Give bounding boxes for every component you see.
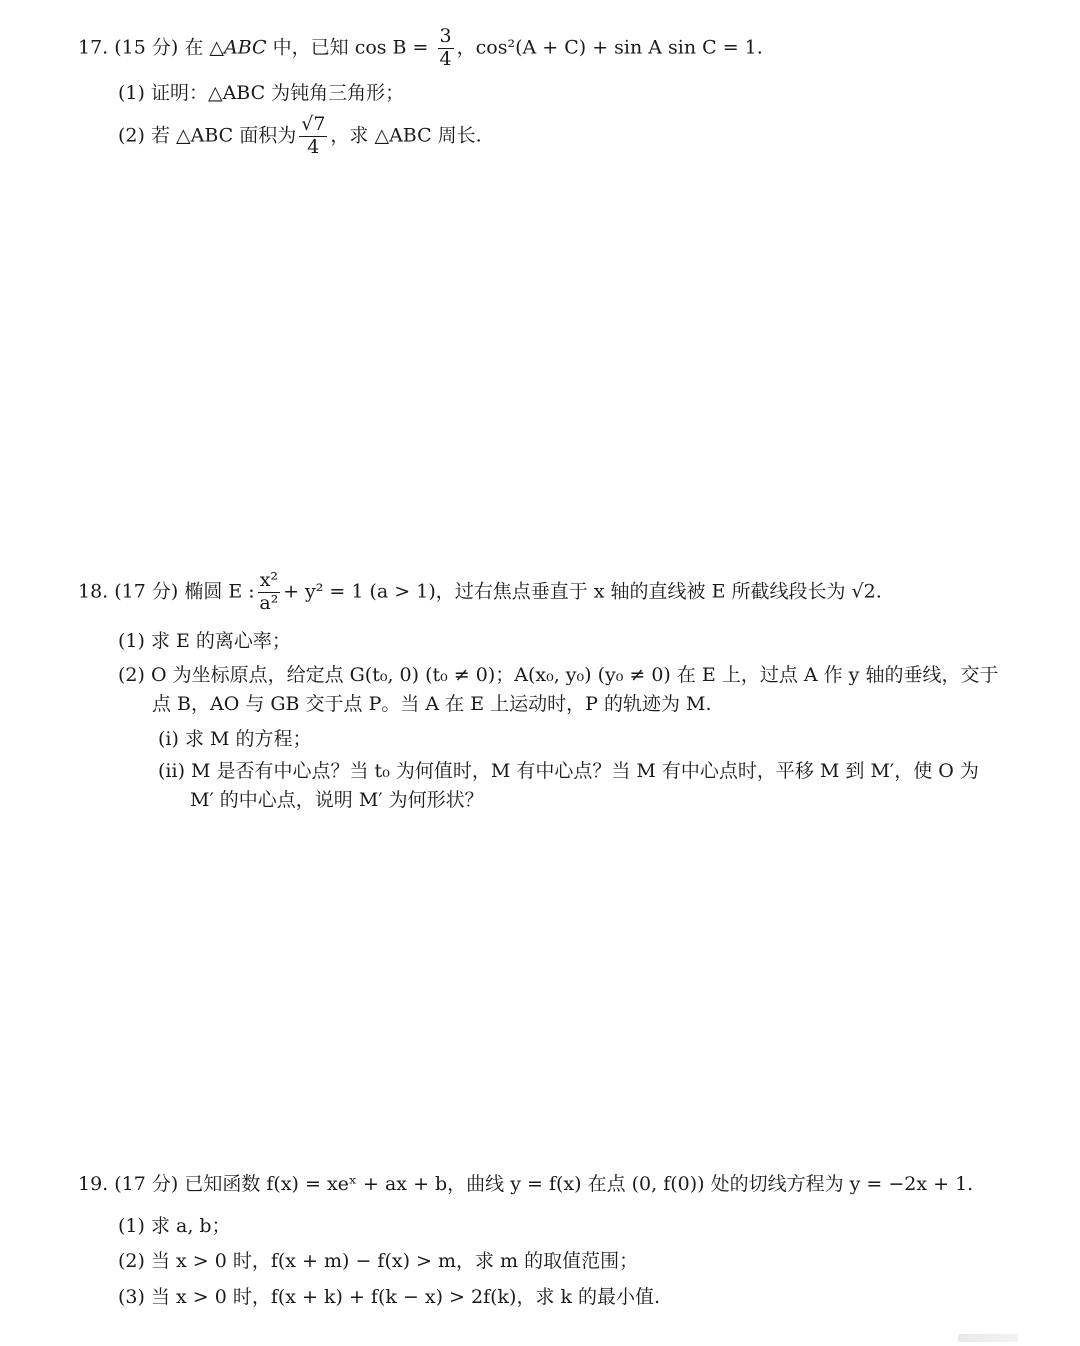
- q18-number: 18.: [78, 580, 109, 603]
- q18-sub-ii-line1: (ii) M 是否有中心点？当 t₀ 为何值时，M 有中心点？当 M 有中心点时，平移 M 到 M′，使 O 为: [158, 760, 979, 782]
- q17-stem: 17. (15 分) 在 △ABC 中，已知 cos B = $\frac{3}{4}$ ，cos²(A + C) + sin A sin C = 1.: [78, 25, 763, 70]
- watermark-mark: [958, 1334, 1018, 1342]
- q18-sub-i: (i) 求 M 的方程；: [158, 728, 312, 750]
- q18-score: (17 分): [114, 580, 179, 603]
- q17-fraction: $\frac{3}{4}$: [439, 25, 452, 70]
- q17-part1: (1) 证明：△ABC 为钝角三角形；: [118, 82, 405, 104]
- q19-part2: (2) 当 x > 0 时，f(x + m) − f(x) > m，求 m 的取值范围；: [118, 1250, 639, 1272]
- q19-number: 19.: [78, 1173, 109, 1195]
- q19-part3: (3) 当 x > 0 时，f(x + k) + f(k − x) > 2f(k)，求 k 的最小值.: [118, 1286, 661, 1308]
- q17-score: (15 分): [114, 36, 179, 59]
- q19-score: (17 分): [114, 1173, 179, 1195]
- q17-part2: (2) 若 △ABC 面积为 $\frac{√7}{4}$ ，求 △ABC 周长.: [118, 113, 482, 158]
- q19-stem: 19. (17 分) 已知函数 f(x) = xeˣ + ax + b，曲线 y = f(x) 在点 (0, f(0)) 处的切线方程为 y = −2x + 1.: [78, 1173, 974, 1195]
- q19-part1: (1) 求 a, b；: [118, 1215, 231, 1237]
- q18-sub-ii-line2: M′ 的中心点，说明 M′ 为何形状？: [190, 789, 484, 811]
- q18-part1: (1) 求 E 的离心率；: [118, 630, 291, 652]
- q17-number: 17.: [78, 36, 109, 59]
- q18-part2-line2: 点 B，AO 与 GB 交于点 P。当 A 在 E 上运动时，P 的轨迹为 M.: [152, 693, 712, 715]
- q18-part2-line1: (2) O 为坐标原点，给定点 G(t₀, 0) (t₀ ≠ 0)；A(x₀, y₀) (y₀ ≠ 0) 在 E 上，过点 A 作 y 轴的垂线，交于: [118, 664, 999, 686]
- q18-stem: 18. (17 分) 椭圆 E : $\frac{\text{x²}}{\text{a²}}$ + y² = 1 (a > 1)，过右焦点垂直于 x 轴的直线被 E 所截线段长为 √2.: [78, 569, 882, 614]
- q18-fraction: $\frac{\text{x²}}{\text{a²}}$: [259, 569, 279, 614]
- q17-area-fraction: $\frac{√7}{4}$: [301, 113, 326, 158]
